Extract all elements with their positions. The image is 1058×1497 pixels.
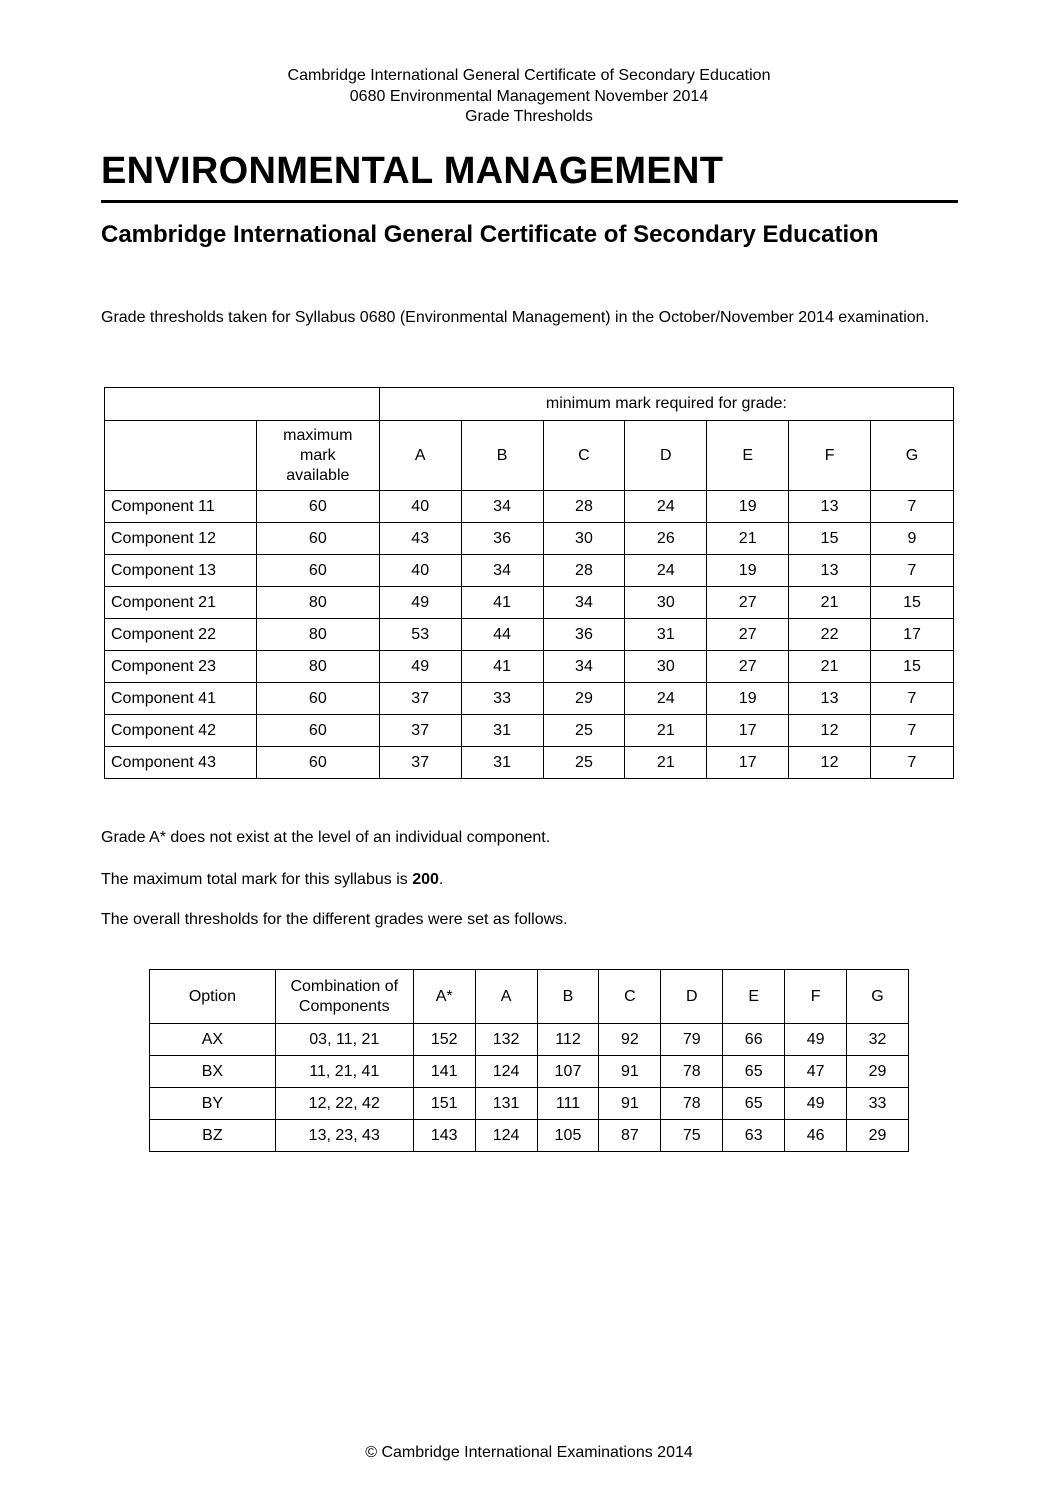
grade-header: C [543, 421, 625, 491]
threshold-mark: 31 [625, 619, 707, 651]
header-line-1: Cambridge International General Certificate of Secondary Education [287, 67, 771, 84]
threshold-mark: 152 [413, 1024, 475, 1056]
threshold-mark: 41 [461, 651, 543, 683]
grade-header: C [599, 970, 661, 1024]
header-line-3: Grade Thresholds [465, 108, 593, 125]
threshold-mark: 12 [789, 747, 871, 779]
table-row [105, 651, 954, 683]
component-name: Component 22 [105, 619, 257, 651]
threshold-mark: 21 [625, 715, 707, 747]
grade-header: A* [413, 970, 475, 1024]
threshold-mark: 21 [707, 523, 789, 555]
threshold-mark: 30 [625, 587, 707, 619]
threshold-mark: 29 [543, 683, 625, 715]
threshold-mark: 46 [785, 1120, 847, 1152]
threshold-mark: 87 [599, 1120, 661, 1152]
header-line-2: 0680 Environmental Management November 2014 [349, 87, 709, 105]
threshold-mark: 34 [543, 651, 625, 683]
grade-header: G [871, 421, 954, 491]
threshold-mark: 17 [707, 747, 789, 779]
component-combination: 12, 22, 42 [275, 1088, 413, 1120]
threshold-mark: 79 [661, 1024, 723, 1056]
threshold-mark: 75 [661, 1120, 723, 1152]
threshold-mark: 49 [785, 1024, 847, 1056]
max-mark-header-line: maximum [283, 426, 353, 444]
component-name: Component 11 [105, 491, 257, 523]
grade-header: B [537, 970, 599, 1024]
threshold-mark: 7 [871, 555, 954, 587]
threshold-mark: 30 [543, 523, 625, 555]
component-name: Component 42 [105, 715, 257, 747]
component-name: Component 41 [105, 683, 257, 715]
threshold-mark: 132 [475, 1024, 537, 1056]
threshold-mark: 91 [599, 1056, 661, 1088]
threshold-mark: 151 [413, 1088, 475, 1120]
threshold-mark: 124 [475, 1120, 537, 1152]
max-mark: 60 [256, 555, 379, 587]
overall-note: The overall thresholds for the different grades were set as follows. [101, 911, 568, 928]
min-mark-header: minimum mark required for grade: [379, 388, 953, 421]
table-row [105, 491, 954, 523]
component-name: Component 43 [105, 747, 257, 779]
threshold-mark: 27 [707, 651, 789, 683]
threshold-mark: 24 [625, 491, 707, 523]
threshold-mark: 28 [543, 555, 625, 587]
threshold-mark: 36 [461, 523, 543, 555]
threshold-mark: 9 [871, 523, 954, 555]
max-mark: 80 [256, 651, 379, 683]
threshold-mark: 37 [379, 683, 461, 715]
threshold-mark: 53 [379, 619, 461, 651]
threshold-mark: 112 [537, 1024, 599, 1056]
threshold-mark: 29 [847, 1120, 909, 1152]
grade-header: E [723, 970, 785, 1024]
grade-header: A [379, 421, 461, 491]
threshold-mark: 63 [723, 1120, 785, 1152]
component-combination: 11, 21, 41 [275, 1056, 413, 1088]
threshold-mark: 32 [847, 1024, 909, 1056]
threshold-mark: 111 [537, 1088, 599, 1120]
threshold-mark: 43 [379, 523, 461, 555]
table-row [105, 747, 954, 779]
threshold-mark: 33 [461, 683, 543, 715]
option-code: AX [150, 1024, 276, 1056]
threshold-mark: 107 [537, 1056, 599, 1088]
threshold-mark: 21 [789, 587, 871, 619]
max-mark: 80 [256, 619, 379, 651]
threshold-mark: 78 [661, 1056, 723, 1088]
option-code: BY [150, 1088, 276, 1120]
option-header: Option [150, 970, 276, 1024]
threshold-mark: 19 [707, 683, 789, 715]
astar-note: Grade A* does not exist at the level of an individual component. [101, 829, 551, 846]
threshold-mark: 124 [475, 1056, 537, 1088]
threshold-mark: 13 [789, 491, 871, 523]
grade-header: D [661, 970, 723, 1024]
threshold-mark: 24 [625, 555, 707, 587]
threshold-mark: 36 [543, 619, 625, 651]
threshold-mark: 34 [461, 555, 543, 587]
table-row [150, 1088, 909, 1120]
threshold-mark: 15 [871, 587, 954, 619]
combination-header-line: Components [298, 997, 390, 1015]
table-row [105, 619, 954, 651]
threshold-mark: 19 [707, 555, 789, 587]
threshold-mark: 65 [723, 1088, 785, 1120]
threshold-mark: 17 [707, 715, 789, 747]
threshold-mark: 17 [871, 619, 954, 651]
max-mark: 60 [256, 523, 379, 555]
grade-header: E [707, 421, 789, 491]
page-title: ENVIRONMENTAL MANAGEMENT [101, 148, 958, 203]
option-code: BX [150, 1056, 276, 1088]
threshold-mark: 131 [475, 1088, 537, 1120]
threshold-mark: 41 [461, 587, 543, 619]
component-name: Component 12 [105, 523, 257, 555]
empty-header-cell [105, 388, 380, 421]
threshold-mark: 24 [625, 683, 707, 715]
component-thresholds-table [104, 387, 954, 779]
grade-header: F [785, 970, 847, 1024]
max-mark: 60 [256, 715, 379, 747]
threshold-mark: 19 [707, 491, 789, 523]
threshold-mark: 91 [599, 1088, 661, 1120]
table-row [105, 683, 954, 715]
table-row [105, 523, 954, 555]
threshold-mark: 34 [461, 491, 543, 523]
max-total-note [101, 870, 443, 890]
threshold-mark: 15 [789, 523, 871, 555]
grade-header: D [625, 421, 707, 491]
max-total-prefix: The maximum total mark for this syllabus is [101, 871, 413, 888]
combination-header [275, 970, 413, 1024]
grade-header: A [475, 970, 537, 1024]
table-row [105, 587, 954, 619]
threshold-mark: 7 [871, 747, 954, 779]
empty-header-cell [105, 421, 257, 491]
copyright-footer: © Cambridge International Examinations 2014 [365, 1444, 693, 1461]
intro-paragraph: Grade thresholds taken for Syllabus 0680 (Environmental Management) in the October/November 2014 examination. [101, 309, 930, 326]
threshold-mark: 28 [543, 491, 625, 523]
max-mark: 60 [256, 683, 379, 715]
max-total-value: 200 [412, 871, 439, 888]
running-header [0, 66, 1058, 128]
threshold-mark: 29 [847, 1056, 909, 1088]
threshold-mark: 92 [599, 1024, 661, 1056]
threshold-mark: 26 [625, 523, 707, 555]
threshold-mark: 49 [785, 1088, 847, 1120]
threshold-mark: 105 [537, 1120, 599, 1152]
threshold-mark: 66 [723, 1024, 785, 1056]
page-subtitle: Cambridge International General Certificate of Secondary Education [101, 221, 879, 248]
threshold-mark: 143 [413, 1120, 475, 1152]
threshold-mark: 27 [707, 619, 789, 651]
component-combination: 13, 23, 43 [275, 1120, 413, 1152]
threshold-mark: 49 [379, 651, 461, 683]
max-mark-header-line: mark [300, 446, 336, 464]
threshold-mark: 31 [461, 715, 543, 747]
threshold-mark: 7 [871, 683, 954, 715]
component-combination: 03, 11, 21 [275, 1024, 413, 1056]
threshold-mark: 30 [625, 651, 707, 683]
table-row [150, 1024, 909, 1056]
table-row [105, 555, 954, 587]
max-total-suffix: . [438, 871, 444, 888]
threshold-mark: 12 [789, 715, 871, 747]
threshold-mark: 33 [847, 1088, 909, 1120]
combination-header-line: Combination of [290, 977, 399, 995]
threshold-mark: 44 [461, 619, 543, 651]
threshold-mark: 7 [871, 715, 954, 747]
max-mark: 60 [256, 747, 379, 779]
threshold-mark: 49 [379, 587, 461, 619]
grade-header: G [847, 970, 909, 1024]
max-mark-header [256, 421, 379, 491]
component-name: Component 21 [105, 587, 257, 619]
threshold-mark: 7 [871, 491, 954, 523]
option-code: BZ [150, 1120, 276, 1152]
overall-thresholds-table [149, 969, 909, 1152]
threshold-mark: 37 [379, 747, 461, 779]
threshold-mark: 25 [543, 715, 625, 747]
threshold-mark: 25 [543, 747, 625, 779]
component-name: Component 23 [105, 651, 257, 683]
threshold-mark: 15 [871, 651, 954, 683]
threshold-mark: 40 [379, 555, 461, 587]
threshold-mark: 34 [543, 587, 625, 619]
threshold-mark: 21 [789, 651, 871, 683]
table-row [150, 1056, 909, 1088]
threshold-mark: 78 [661, 1088, 723, 1120]
threshold-mark: 13 [789, 555, 871, 587]
threshold-mark: 27 [707, 587, 789, 619]
grade-header: B [461, 421, 543, 491]
threshold-mark: 22 [789, 619, 871, 651]
table-row [150, 1120, 909, 1152]
threshold-mark: 13 [789, 683, 871, 715]
threshold-mark: 21 [625, 747, 707, 779]
threshold-mark: 47 [785, 1056, 847, 1088]
max-mark: 60 [256, 491, 379, 523]
threshold-mark: 65 [723, 1056, 785, 1088]
threshold-mark: 37 [379, 715, 461, 747]
max-mark-header-line: available [286, 466, 350, 484]
threshold-mark: 40 [379, 491, 461, 523]
threshold-mark: 141 [413, 1056, 475, 1088]
table-row [105, 715, 954, 747]
component-name: Component 13 [105, 555, 257, 587]
grade-header: F [789, 421, 871, 491]
threshold-mark: 31 [461, 747, 543, 779]
max-mark: 80 [256, 587, 379, 619]
